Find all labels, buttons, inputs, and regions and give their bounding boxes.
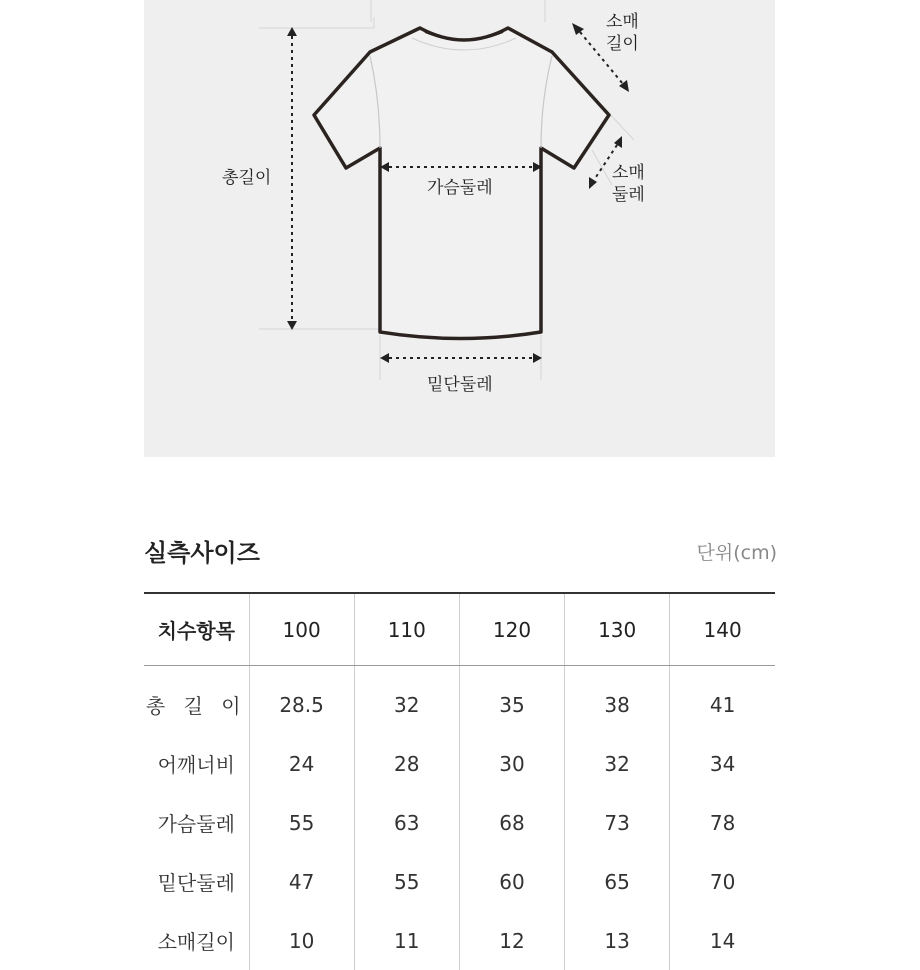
- table-cell: 65: [565, 852, 670, 911]
- table-row: [144, 852, 775, 911]
- table-cell: 10: [249, 911, 354, 970]
- table-row: [144, 793, 775, 852]
- table-cell: 30: [459, 734, 564, 793]
- table-row: [144, 666, 775, 735]
- header-cell: 140: [670, 593, 775, 666]
- table-cell: 11: [354, 911, 459, 970]
- hem-label: 밑단둘레: [427, 375, 493, 395]
- chest-label: 가슴둘레: [427, 178, 493, 198]
- header-cell: 100: [249, 593, 354, 666]
- table-header-row: [144, 593, 775, 666]
- table-cell: 28.5: [249, 666, 354, 735]
- section-title: 실측사이즈: [144, 539, 260, 567]
- table-cell: 70: [670, 852, 775, 911]
- table-cell: 24: [249, 734, 354, 793]
- header-cell: 110: [354, 593, 459, 666]
- unit-label: 단위(cm): [696, 542, 777, 564]
- table-cell: 63: [354, 793, 459, 852]
- row-label: 밑단둘레: [157, 871, 235, 895]
- table-cell: 35: [459, 666, 564, 735]
- table-cell: 41: [670, 666, 775, 735]
- table-cell: 47: [249, 852, 354, 911]
- table-cell: 14: [670, 911, 775, 970]
- table-cell: 28: [354, 734, 459, 793]
- header-cell: 130: [565, 593, 670, 666]
- table-cell: 55: [249, 793, 354, 852]
- row-label: 어깨너비: [157, 753, 235, 777]
- row-label: 총 길 이: [145, 694, 247, 718]
- header-cell: 120: [459, 593, 564, 666]
- size-table: [144, 592, 775, 970]
- table-cell: 68: [459, 793, 564, 852]
- row-label: 소매길이: [157, 930, 235, 954]
- table-cell: 13: [565, 911, 670, 970]
- header-cell: 치수항목: [144, 593, 249, 666]
- size-diagram: [144, 0, 775, 457]
- sleeve-circumference-label: 소매 둘레: [612, 163, 645, 205]
- table-cell: 12: [459, 911, 564, 970]
- table-cell: 78: [670, 793, 775, 852]
- table-cell: 73: [565, 793, 670, 852]
- row-label: 가슴둘레: [157, 812, 235, 836]
- table-cell: 55: [354, 852, 459, 911]
- table-cell: 32: [565, 734, 670, 793]
- table-cell: 60: [459, 852, 564, 911]
- table-cell: 32: [354, 666, 459, 735]
- sleeve-length-label: 소매 길이: [606, 12, 639, 54]
- total-length-label: 총길이: [222, 168, 272, 188]
- table-cell: 38: [565, 666, 670, 735]
- table-cell: 34: [670, 734, 775, 793]
- table-row: [144, 734, 775, 793]
